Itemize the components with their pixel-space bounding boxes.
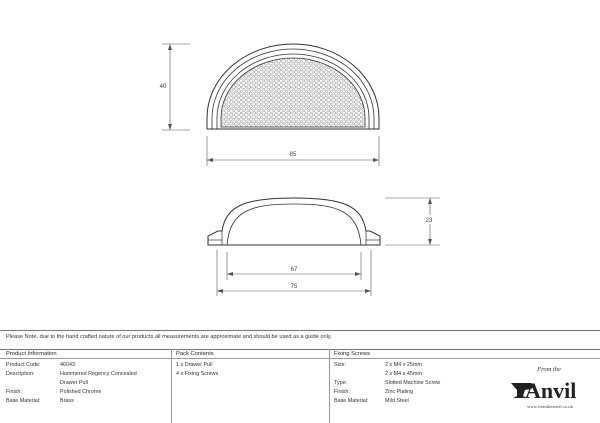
logo-url: www.fromtheanvil.co.uk bbox=[527, 404, 573, 409]
measurement-note: Please Note, due to the hand crafted nature of our products all measurements are approximate and should be used as a guide only. bbox=[6, 334, 332, 340]
screw-finish-value: Zinc Plating bbox=[385, 389, 414, 395]
base-material-label: Base Material: bbox=[6, 398, 41, 404]
top-height-dimension bbox=[158, 44, 190, 130]
description-label: Description: bbox=[6, 371, 35, 377]
description-value-cont: Drawer Pull bbox=[60, 380, 88, 386]
side-height-dimension bbox=[385, 198, 440, 245]
inner-width-label: 67 bbox=[290, 267, 298, 273]
column-divider bbox=[171, 349, 172, 423]
from-the-anvil-logo bbox=[505, 362, 595, 420]
pack-contents-heading: Pack Contents bbox=[176, 351, 214, 357]
side-view bbox=[208, 198, 380, 245]
outer-width-dimension bbox=[217, 250, 371, 296]
finish-value: Polished Chrome bbox=[60, 389, 102, 395]
column-divider bbox=[329, 349, 330, 423]
top-width-label: 85 bbox=[289, 152, 297, 158]
screw-type-value: Slotted Machine Screw bbox=[385, 380, 441, 386]
product-information-heading: Product Information bbox=[6, 351, 57, 357]
screw-size-value: 2 x M4 x 25mm bbox=[385, 362, 422, 368]
top-width-dimension bbox=[207, 136, 379, 166]
screw-type-label: Type: bbox=[334, 380, 348, 386]
pack-item: 4 x Fixing Screws bbox=[176, 371, 219, 377]
top-view bbox=[207, 44, 379, 129]
screw-material-label: Base Material: bbox=[334, 398, 369, 404]
top-height-label: 40 bbox=[159, 84, 167, 90]
base-material-value: Brass bbox=[60, 398, 74, 404]
screw-size-label: Size: bbox=[334, 362, 346, 368]
screw-finish-label: Finish: bbox=[334, 389, 350, 395]
finish-label: Finish: bbox=[6, 389, 22, 395]
pack-item: 1 x Drawer Pull bbox=[176, 362, 213, 368]
outer-width-label: 75 bbox=[290, 284, 298, 290]
inner-width-dimension bbox=[227, 252, 361, 280]
product-code-label: Product Code: bbox=[6, 362, 41, 368]
logo-brand: Anvil bbox=[525, 378, 577, 403]
header-divider bbox=[0, 349, 600, 350]
logo-tagline: From the bbox=[537, 366, 561, 373]
header-underline bbox=[0, 358, 600, 359]
info-sheet bbox=[0, 330, 600, 423]
side-height-label: 23 bbox=[425, 218, 433, 224]
description-value: Hammered Regency Concealed bbox=[60, 371, 137, 377]
screw-material-value: Mild Steel bbox=[385, 398, 409, 404]
fixing-screws-heading: Fixing Screws bbox=[334, 351, 371, 357]
screw-size-value-2: 2 x M4 x 45mm bbox=[385, 371, 422, 377]
product-code-value: 46043 bbox=[60, 362, 75, 368]
